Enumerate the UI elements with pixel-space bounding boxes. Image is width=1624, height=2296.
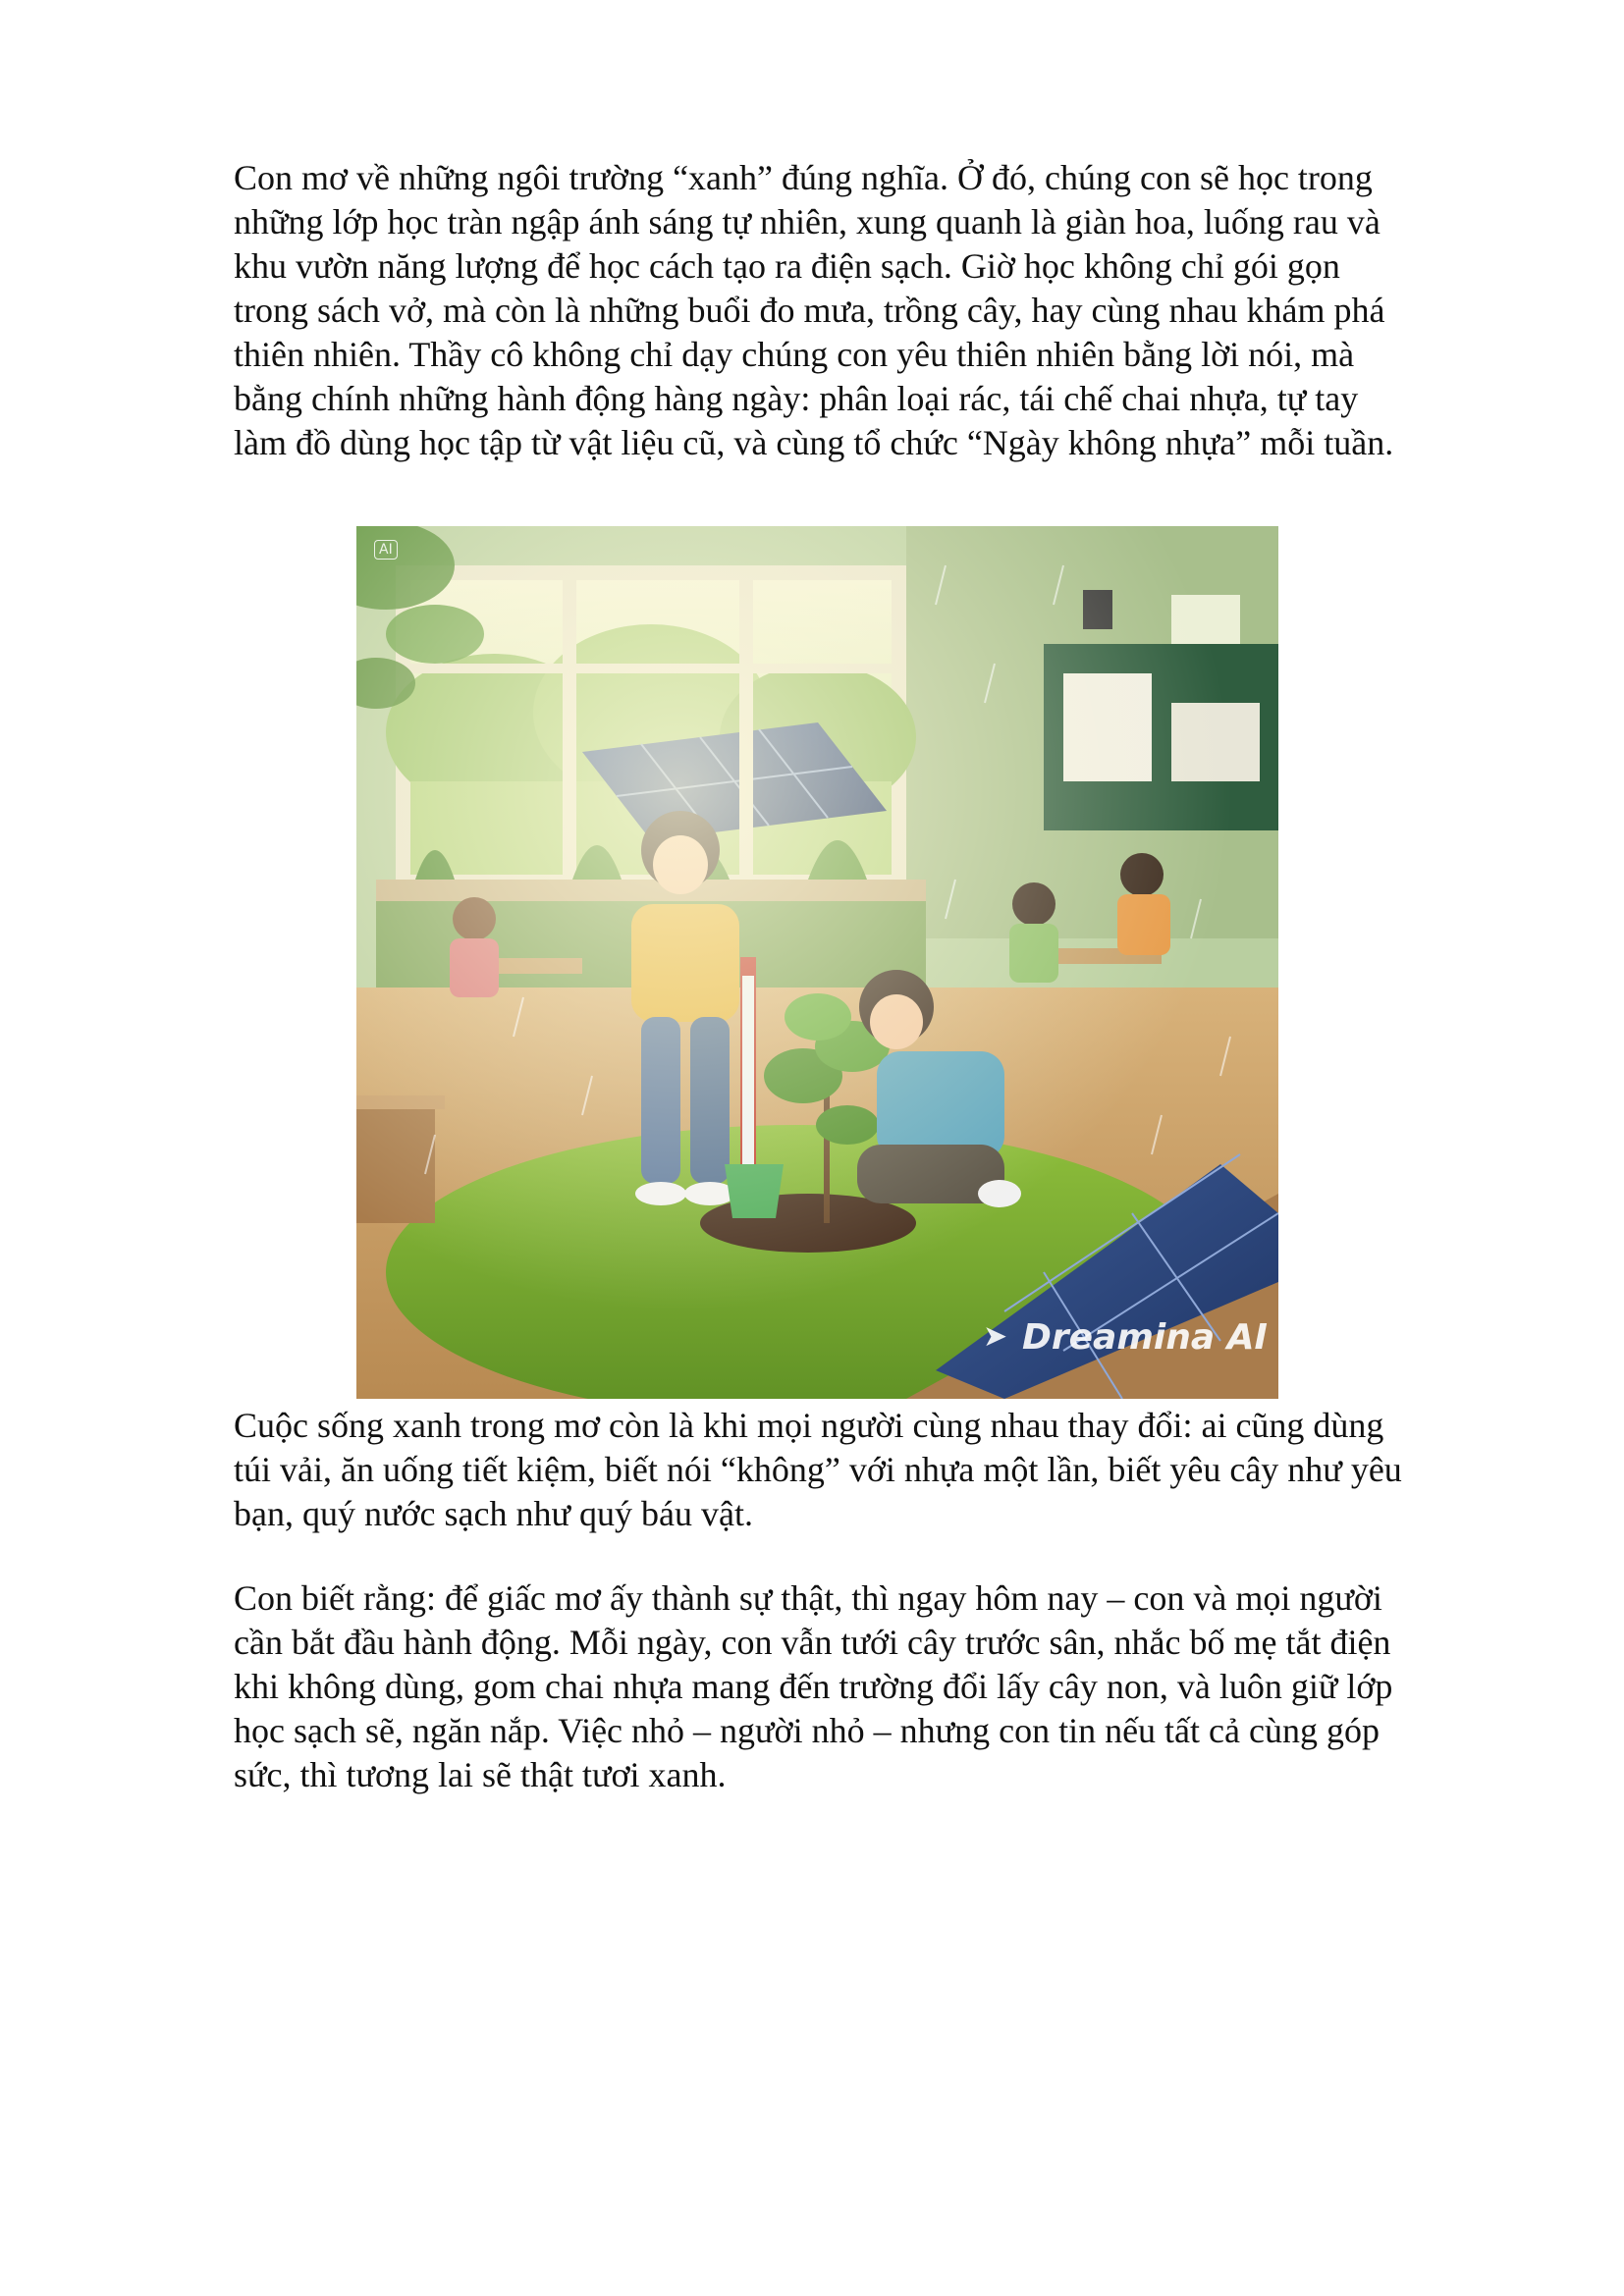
logo-icon: ➤ <box>983 1319 1008 1354</box>
text-line: khu vườn năng lượng để học cách tạo ra điện sạch. Giờ học không chỉ gói gọn <box>234 246 1340 286</box>
text-line: cần bắt đầu hành động. Mỗi ngày, con vẫn tưới cây trước sân, nhắc bố mẹ tắt điện <box>234 1623 1391 1662</box>
text-line: thiên nhiên. Thầy cô không chỉ dạy chúng con yêu thiên nhiên bằng lời nói, mà <box>234 335 1355 374</box>
paragraph-take-action <box>234 1576 1510 1797</box>
text-line: làm đồ dùng học tập từ vật liệu cũ, và cùng tổ chức “Ngày không nhựa” mỗi tuần. <box>234 423 1394 462</box>
dreamina-watermark: Dreamina AI <box>1022 1317 1268 1358</box>
text-line: trong sách vở, mà còn là những buổi đo mưa, trồng cây, hay cùng nhau khám phá <box>234 291 1385 330</box>
text-line: bằng chính những hành động hàng ngày: phân loại rác, tái chế chai nhựa, tự tay <box>234 379 1359 418</box>
text-line: túi vải, ăn uống tiết kiệm, biết nói “không” với nhựa một lần, biết yêu cây như yêu <box>234 1450 1402 1489</box>
text-line: Con biết rằng: để giấc mơ ấy thành sự thật, thì ngay hôm nay – con và mọi người <box>234 1578 1382 1618</box>
text-line: Con mơ về những ngôi trường “xanh” đúng nghĩa. Ở đó, chúng con sẽ học trong <box>234 158 1373 197</box>
text-line: những lớp học tràn ngập ánh sáng tự nhiên, xung quanh là giàn hoa, luống rau và <box>234 202 1380 241</box>
ai-badge: AI <box>374 540 398 560</box>
text-line: Cuộc sống xanh trong mơ còn là khi mọi người cùng nhau thay đổi: ai cũng dùng <box>234 1406 1384 1445</box>
text-line: sức, thì tương lai sẽ thật tươi xanh. <box>234 1755 727 1794</box>
text-line: khi không dùng, gom chai nhựa mang đến trường đổi lấy cây non, và luôn giữ lớp <box>234 1667 1393 1706</box>
text-line: bạn, quý nước sạch như quý báu vật. <box>234 1494 753 1533</box>
text-line: học sạch sẽ, ngăn nắp. Việc nhỏ – người nhỏ – nhưng con tin nếu tất cả cùng góp <box>234 1711 1380 1750</box>
paragraph-green-life <box>234 1404 1510 1536</box>
paragraph-green-school-dream <box>234 156 1510 465</box>
classroom-illustration <box>356 526 1278 1399</box>
